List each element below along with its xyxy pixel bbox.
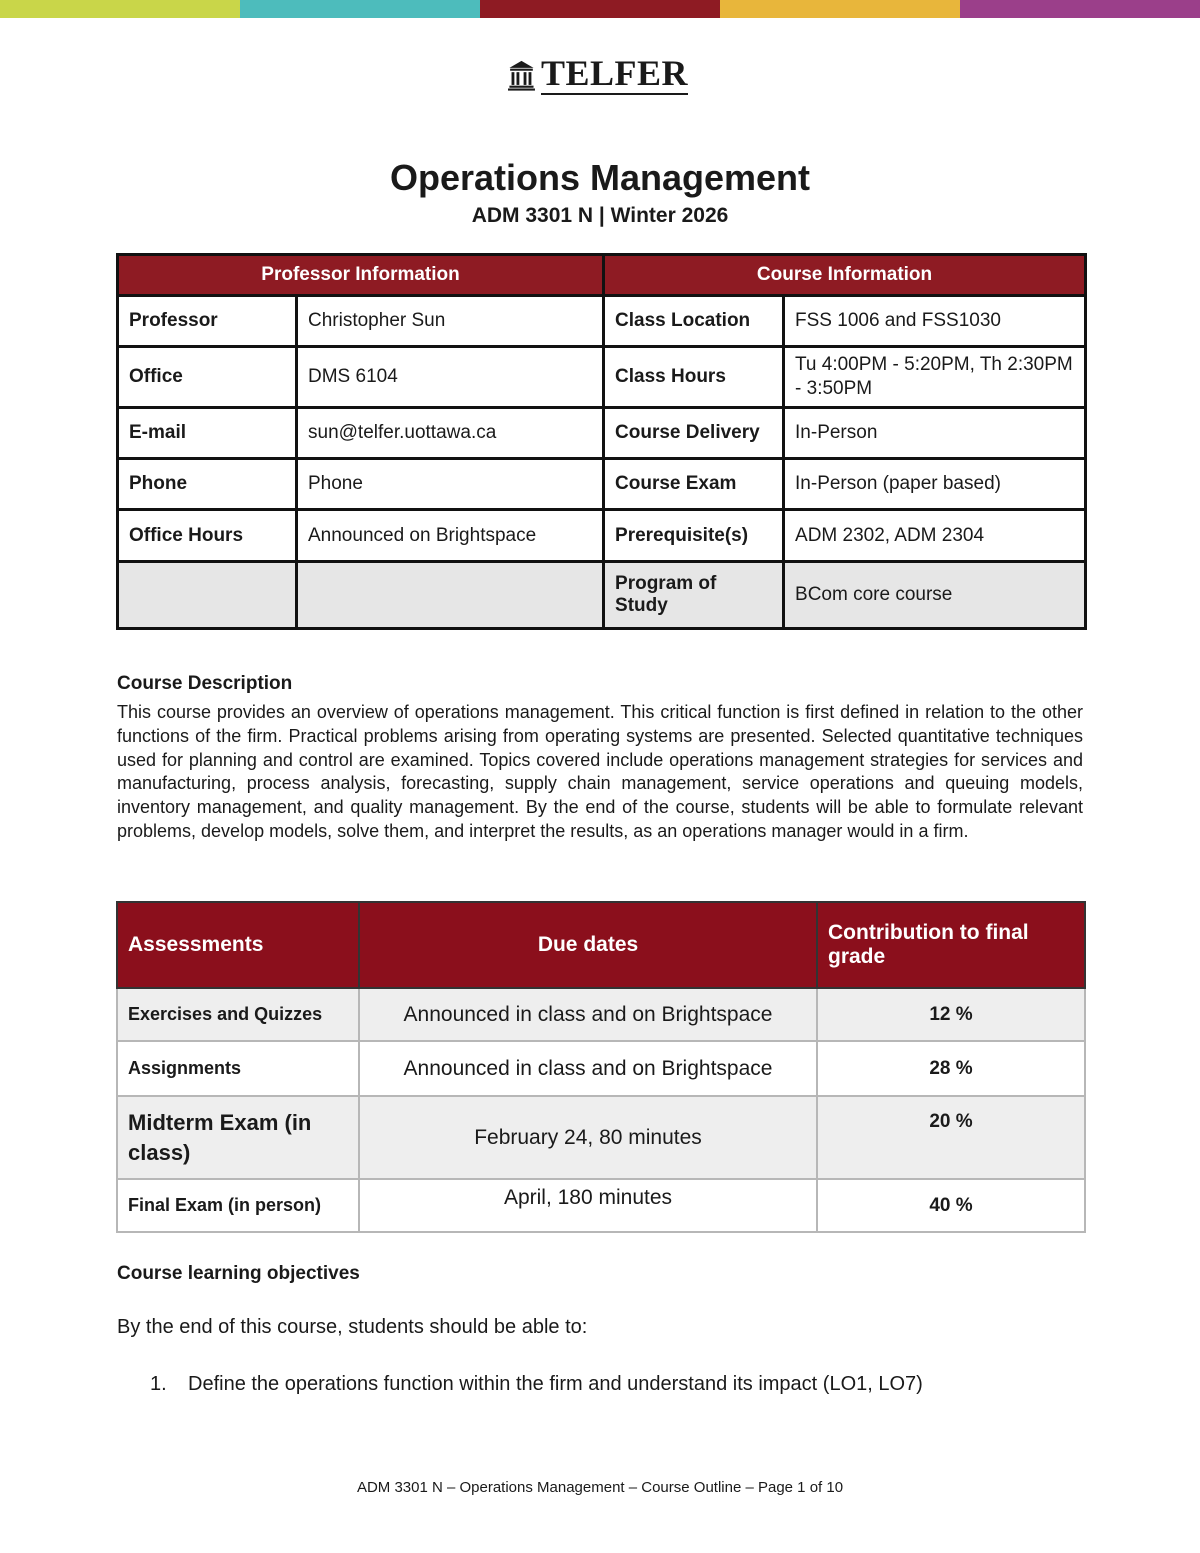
class-location-value: FSS 1006 and FSS1030 (784, 296, 1086, 347)
program-of-study-value: BCom core course (784, 562, 1086, 629)
learning-objectives-heading: Course learning objectives (117, 1263, 360, 1284)
table-row (117, 988, 1085, 1041)
stripe-purple (960, 0, 1200, 18)
table-row (118, 562, 1086, 629)
list-item (150, 1373, 923, 1396)
office-label: Office (118, 347, 297, 408)
list-number: 1. (150, 1373, 167, 1395)
table-row (118, 510, 1086, 562)
prerequisites-label: Prerequisite(s) (604, 510, 784, 562)
stripe-red (480, 0, 720, 18)
course-delivery-value: In-Person (784, 408, 1086, 459)
empty-cell (297, 562, 604, 629)
phone-label: Phone (118, 459, 297, 510)
telfer-logo (508, 52, 688, 98)
class-hours-value: Tu 4:00PM - 5:20PM, Th 2:30PM - 3:50PM (784, 347, 1086, 408)
due-dates-header: Due dates (359, 902, 817, 988)
objectives-intro: By the end of this course, students should be able to: (117, 1316, 588, 1338)
stripe-yellow (720, 0, 960, 18)
contribution-header: Contribution to final grade (817, 902, 1085, 988)
stripe-teal (240, 0, 480, 18)
assessments-table (116, 901, 1086, 1233)
phone-value: Phone (297, 459, 604, 510)
email-label: E-mail (118, 408, 297, 459)
table-row (117, 1179, 1085, 1232)
professor-info-header: Professor Information (118, 255, 604, 296)
assessment-weight: 40 % (817, 1179, 1085, 1232)
course-info-header: Course Information (604, 255, 1086, 296)
assessment-name: Final Exam (in person) (117, 1179, 359, 1232)
class-hours-label: Class Hours (604, 347, 784, 408)
table-row (118, 296, 1086, 347)
assessment-name: Assignments (117, 1041, 359, 1096)
assessment-due: Announced in class and on Brightspace (359, 1041, 817, 1096)
page-footer: ADM 3301 N – Operations Management – Course Outline – Page 1 of 10 (356, 1479, 844, 1496)
program-of-study-label: Program of Study (604, 562, 784, 629)
table-row (117, 1096, 1085, 1179)
stripe-green (0, 0, 240, 18)
assessment-due: April, 180 minutes (359, 1179, 817, 1232)
prerequisites-value: ADM 2302, ADM 2304 (784, 510, 1086, 562)
logo-text: TELFER (540, 53, 688, 93)
course-description-heading: Course Description (117, 673, 293, 694)
empty-cell (118, 562, 297, 629)
course-exam-value: In-Person (paper based) (784, 459, 1086, 510)
table-row (118, 459, 1086, 510)
class-location-label: Class Location (604, 296, 784, 347)
professor-value: Christopher Sun (297, 296, 604, 347)
assessment-due: February 24, 80 minutes (359, 1096, 817, 1179)
objective-text: Define the operations function within the firm and understand its impact (LO1, LO7) (188, 1373, 923, 1395)
assessment-name: Exercises and Quizzes (117, 988, 359, 1041)
course-info-table (116, 253, 1087, 630)
table-row (117, 1041, 1085, 1096)
office-hours-value: Announced on Brightspace (297, 510, 604, 562)
page-title: Operations Management (389, 157, 811, 198)
professor-label: Professor (118, 296, 297, 347)
table-row (118, 408, 1086, 459)
assessment-name: Midterm Exam (in class) (117, 1096, 359, 1179)
email-value[interactable]: sun@telfer.uottawa.ca (297, 408, 604, 459)
assessment-weight: 20 % (817, 1096, 1085, 1179)
table-row (118, 347, 1086, 408)
assessments-header: Assessments (117, 902, 359, 988)
color-stripe (0, 0, 1200, 18)
course-code: ADM 3301 N | Winter 2026 (471, 204, 729, 227)
assessment-weight: 12 % (817, 988, 1085, 1041)
building-columns-icon (508, 53, 535, 97)
assessment-weight: 28 % (817, 1041, 1085, 1096)
office-hours-label: Office Hours (118, 510, 297, 562)
assessment-due: Announced in class and on Brightspace (359, 988, 817, 1041)
office-value: DMS 6104 (297, 347, 604, 408)
course-description-text: This course provides an overview of operations management. This critical function is first defined in relation to the other functions of the firm. Practical problems arising from operating systems are presented. Selected quantitative techniques used for planning and control are examined. Topics covered include operations management strategies for services and manufacturing, process analysis, forecasting, supply chain management, service operations and queuing models, inventory management, and quality management. By the end of the course, students will be able to formulate relevant problems, develop models, solve them, and interpret the results, as an operations manager would in a firm. (117, 702, 1083, 841)
course-delivery-label: Course Delivery (604, 408, 784, 459)
course-exam-label: Course Exam (604, 459, 784, 510)
